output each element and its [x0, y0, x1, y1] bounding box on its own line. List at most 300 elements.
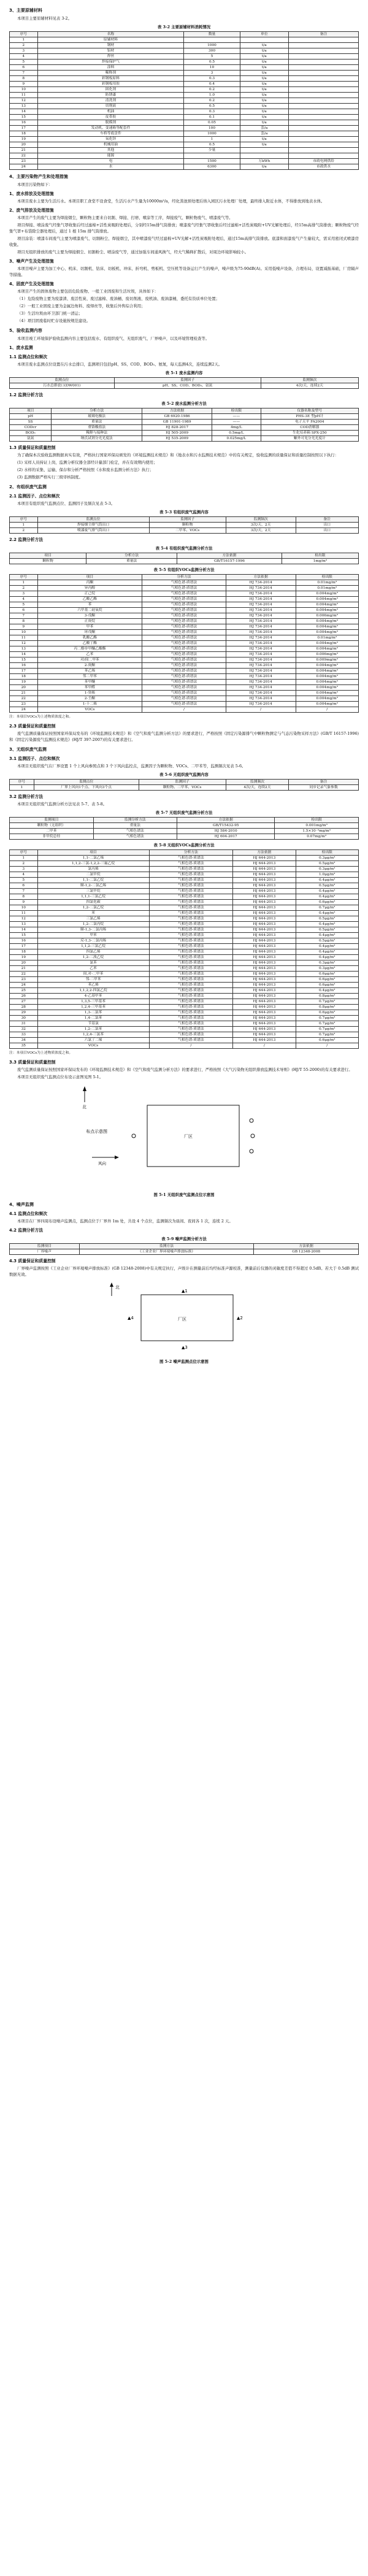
- table-cell: 紫外可见分光光度计: [261, 436, 358, 442]
- noise-point-4: ▲4: [128, 1316, 134, 1321]
- table-cell: 焊接烟尘排气筒出口: [37, 523, 149, 528]
- table-cell: 0.4μg/m³: [296, 988, 358, 994]
- column-header: 监测方法: [79, 1244, 254, 1249]
- table-cell: 21: [10, 691, 38, 696]
- table-cell: 重量法: [86, 559, 177, 564]
- table-cell: 2-壬酮: [37, 696, 142, 702]
- table-cell: 气相色谱-质谱法: [142, 613, 226, 619]
- table-cell: 13: [10, 922, 38, 927]
- table-cell: HJ 644-2013: [233, 1027, 296, 1032]
- table-cell: [289, 65, 359, 71]
- noise-paragraph: 本项目噪声主要为加工中心、机床、切割机、钻床、切板机、冲床、折弯机、剪板机、空压机等设备运行产生的噪声，噪声级为75-90dB(A)。采用低噪声设备，合理布局，设置减振基础，厂房隔声等措施。: [9, 266, 359, 277]
- table-row: [10, 597, 359, 602]
- column-header: 监测分析方法: [93, 818, 177, 823]
- wastewater-qa-item-2: (2) 水样的采集、运输、保存和分析严格按照《水和废水监测分析方法》执行；: [17, 467, 153, 472]
- column-header: 监测频次: [261, 378, 358, 383]
- organized-gas-points-heading: 2.1 监测因子、点位和频次: [9, 494, 60, 499]
- table-cell: HJ 734-2014: [226, 613, 296, 619]
- table-cell: 厂界上风向1个点、下风向3个点: [34, 785, 139, 791]
- table-cell: 0.6μg/m³: [296, 983, 358, 988]
- table-cell: [289, 82, 359, 87]
- table-cell: HJ 644-2013: [233, 1010, 296, 1016]
- table-cell: 25: [10, 988, 38, 994]
- table-cell: 4: [10, 54, 38, 59]
- table-cell: [240, 37, 289, 43]
- noise-methods-table: [9, 1243, 359, 1255]
- table-row: [10, 137, 359, 142]
- table-cell: 气相色谱-质谱法: [149, 972, 233, 977]
- table-header-row: [10, 780, 359, 785]
- table-cell: 0.7μg/m³: [296, 1021, 358, 1027]
- unorganized-gas-points-heading: 3.1 监测因子、点位和频次: [9, 756, 60, 761]
- table-cell: 气相色谱-质谱法: [149, 955, 233, 960]
- table-cell: GB 12348-2008: [254, 1249, 359, 1255]
- unorganized-gas-figure-ref: 本项目无组织废气监测点位布设示意图见图 5-1。: [17, 1075, 104, 1079]
- table-cell: 玻璃电极法: [52, 414, 142, 420]
- table-row: [10, 983, 359, 988]
- table-header-row: [10, 517, 359, 523]
- organized-vocs-note: 注：本项目VOCs为上述物质浓度之和。: [9, 715, 73, 719]
- table-cell: 0.6μg/m³: [296, 900, 358, 905]
- table-cell: 0.4μg/m³: [296, 922, 358, 927]
- table-cell: 2: [10, 528, 38, 534]
- table-cell: 22: [10, 153, 38, 159]
- table-row: [10, 59, 359, 65]
- table-cell: HJ 734-2014: [226, 652, 296, 657]
- table-row: [10, 1010, 359, 1016]
- table-row: [10, 955, 359, 960]
- organized-gas-methods-heading: 2.2 监测分析方法: [9, 537, 44, 542]
- table-row: [10, 164, 359, 170]
- table-cell: 气相色谱-质谱法: [149, 911, 233, 916]
- table-cell: 0.4μg/m³: [296, 889, 358, 894]
- table-cell: 3次/天，2天: [226, 528, 296, 534]
- table-cell: HJ 535-2009: [142, 436, 212, 442]
- table-row: [10, 872, 359, 878]
- table-cell: 气相色谱-质谱法: [142, 624, 226, 630]
- table-cell: 气相色谱-质谱法: [149, 927, 233, 933]
- table-cell: t/a: [240, 164, 289, 170]
- unorganized-gas-qa-paragraph: 废气监测质量保证按照国家环保局发布的《环境监测技术规范》和《空气和废气监测分析方法》的要求进行，严格按照《大气污染物无组织排放监测技术导则》(HJ/T 55-2000)的有关要求进行。: [17, 1067, 353, 1072]
- table-cell: HJ 734-2014: [226, 696, 296, 702]
- table-cell: 1,2,4-三甲基苯: [37, 1005, 149, 1010]
- table-cell: 1,1-二氯乙烷: [37, 878, 149, 883]
- wind-label: 风向: [98, 1161, 106, 1166]
- table-cell: 气相色谱-质谱法: [142, 680, 226, 685]
- table-5-2-caption: 表 5-2 废水监测分析方法: [161, 401, 207, 406]
- table-cell: 21: [10, 148, 38, 153]
- table-cell: 间,对-二甲苯: [37, 972, 149, 977]
- table-5-1-caption: 表 5-1 废水监测内容: [165, 370, 203, 375]
- table-cell: 0.1: [184, 115, 240, 120]
- table-cell: 100: [184, 126, 240, 131]
- table-cell: HJ 644-2013: [233, 878, 296, 883]
- table-cell: 23: [10, 977, 38, 983]
- column-header: 监测点位: [37, 517, 149, 523]
- table-row: [10, 785, 359, 791]
- table-cell: 27: [10, 999, 38, 1005]
- noise-qa-paragraph: 厂界噪声监测按照《工业企业厂界环境噪声排放标准》(GB 12348-2008)中有关规定执行，声级计在测量前后均经标准声源校准，测量前后仪器的灵敏度差值不得超过 0.5dB。若大于 0.5dB 测试数据无效。: [9, 1266, 359, 1277]
- table-cell: GB/T16157-1996: [177, 559, 282, 564]
- table-cell: VOCs: [37, 707, 142, 713]
- table-cell: 对/间二甲苯: [37, 657, 142, 663]
- table-cell: 1,1,2-三氯乙烷: [37, 944, 149, 949]
- unorganized-gas-heading: 3、无组织废气监测: [9, 747, 47, 752]
- table-row: [10, 922, 359, 927]
- table-cell: HJ 644-2013: [233, 856, 296, 861]
- table-cell: [289, 131, 359, 137]
- downwind-point-marker: [250, 1149, 253, 1153]
- table-cell: 0.8μg/m³: [296, 1005, 358, 1010]
- table-cell: 12: [10, 98, 38, 104]
- table-cell: 原辅材料: [37, 37, 184, 43]
- table-cell: 0.001mg/m³: [275, 823, 359, 829]
- table-cell: 1,1,1-三氯乙烷: [37, 894, 149, 900]
- table-5-3-caption: 表 5-3 有组织废气监测内容: [159, 510, 209, 515]
- table-cell: 0.006mg/m³: [296, 652, 358, 657]
- column-header: 监测频次: [226, 517, 296, 523]
- table-cell: 四氯化碳: [37, 900, 149, 905]
- table-cell: 12: [10, 641, 38, 646]
- table-cell: HJ 644-2013: [233, 1038, 296, 1043]
- table-row: [10, 834, 359, 840]
- table-cell: HJ 644-2013: [233, 889, 296, 894]
- column-header: 监测因子: [114, 378, 261, 383]
- table-cell: HJ 734-2014: [226, 630, 296, 635]
- column-header: 项目: [37, 850, 149, 856]
- table-cell: HJ 644-2013: [233, 966, 296, 972]
- table-cell: HJ 644-2013: [233, 988, 296, 994]
- table-cell: 7: [10, 613, 38, 619]
- column-header: 序号: [10, 850, 38, 856]
- table-cell: 28: [10, 1005, 38, 1010]
- table-cell: 16: [10, 663, 38, 669]
- table-row: [10, 383, 359, 389]
- table-cell: 其他: [37, 148, 184, 153]
- table-cell: [289, 153, 359, 159]
- exhaust-heading: 2、废气排放及处理措施: [9, 208, 54, 213]
- table-cell: 重量法: [93, 823, 177, 829]
- table-cell: 同步记录气象参数: [289, 785, 359, 791]
- column-header: 检出限: [282, 553, 358, 559]
- table-cell: 0.5μg/m³: [296, 938, 358, 944]
- table-cell: HJ 644-2013: [233, 894, 296, 900]
- table-cell: 焊接保护气: [37, 59, 184, 65]
- table-row: [10, 1016, 359, 1021]
- column-header: 监测项目: [10, 818, 94, 823]
- table-cell: 二氯甲烷: [37, 872, 149, 878]
- table-cell: 0.3μg/m³: [296, 867, 358, 872]
- table-5-6-caption: 表 5-6 无组织废气监测内容: [159, 772, 209, 777]
- table-cell: 电: [37, 159, 184, 164]
- noise-point-3: ▲3: [182, 1345, 188, 1350]
- solid-waste-item-4: （4）项目固废临时贮存设施按规范建设。: [17, 318, 91, 323]
- table-header-row: [10, 378, 359, 383]
- downwind-point-marker: [250, 1119, 253, 1122]
- table-cell: HJ 644-2013: [233, 911, 296, 916]
- table-cell: [240, 148, 289, 153]
- table-cell: 机油: [37, 109, 184, 115]
- table-row: [10, 944, 359, 949]
- table-cell: 气相色谱-质谱法: [149, 1038, 233, 1043]
- table-cell: [289, 98, 359, 104]
- table-cell: HJ 734-2014: [226, 635, 296, 641]
- table-cell: t/a: [240, 65, 289, 71]
- figure-5-1-svg: [55, 1084, 313, 1188]
- table-cell: 非甲烷总烃: [10, 834, 94, 840]
- table-cell: 电子天平 FA2004: [261, 420, 358, 425]
- unorganized-gas-methods-paragraph: 本项目无组织废气监测分析方法见表 5-7、表 5-8。: [17, 802, 107, 807]
- table-cell: 5: [10, 59, 38, 65]
- exhaust-paragraph-4: 项目无组织排放的废气主要为焊接烟尘、切割粉尘、喷涂废气等，通过加强车间通风换气，经大气稀释扩散后，对周边环境影响较小。: [17, 250, 249, 255]
- column-header: 监测因子: [139, 780, 226, 785]
- table-cell: t/a: [240, 142, 289, 148]
- table-cell: [289, 71, 359, 76]
- table-row: [10, 630, 359, 635]
- table-cell: 0.006mg/m³: [296, 613, 358, 619]
- figure-5-2-svg: [55, 1281, 313, 1355]
- north-label: 北: [115, 1285, 120, 1290]
- table-cell: HJ 734-2014: [226, 680, 296, 685]
- table-cell: 邻-二甲苯: [37, 977, 149, 983]
- table-cell: 焊丝: [37, 54, 184, 59]
- table-row: [10, 1249, 359, 1255]
- table-cell: 气相色谱-质谱法: [149, 1005, 233, 1010]
- table-cell: 乙酸乙酯: [37, 597, 142, 602]
- table-cell: 0.4μg/m³: [296, 944, 358, 949]
- table-cell: 气相色谱-质谱法: [142, 641, 226, 646]
- table-cell: HJ 734-2014: [226, 619, 296, 624]
- table-row: [10, 696, 359, 702]
- table-cell: HJ 828-2017: [142, 425, 212, 431]
- table-cell: 0.004mg/m³: [296, 608, 358, 613]
- table-cell: 顺-1,2-二氯乙烯: [37, 883, 149, 889]
- solid-waste-item-3: （3）生活垃圾由环卫部门统一清运；: [17, 311, 83, 316]
- table-cell: 气相色谱-质谱法: [149, 1027, 233, 1032]
- table-cell: 气相色谱-质谱法: [142, 646, 226, 652]
- table-cell: t/a: [240, 109, 289, 115]
- table-cell: 0.2: [184, 98, 240, 104]
- table-cell: 0.5μg/m³: [296, 927, 358, 933]
- table-cell: t/a: [240, 93, 289, 98]
- table-cell: 市政电网供给: [289, 159, 359, 164]
- table-cell: 2: [10, 43, 38, 48]
- table-cell: 气相色谱法: [93, 834, 177, 840]
- table-row: [10, 71, 359, 76]
- column-header: 监测频次: [226, 780, 288, 785]
- wastewater-heading: 1、废水排放及处理措施: [9, 191, 54, 196]
- table-row: [10, 663, 359, 669]
- table-cell: HJ 644-2013: [233, 944, 296, 949]
- table-cell: 3: [10, 591, 38, 597]
- table-cell: pH、SS、COD、BOD₅、氨氮: [114, 383, 261, 389]
- table-cell: 1,2-二氯丙烷: [37, 922, 149, 927]
- table-cell: 0.004mg/m³: [296, 685, 358, 691]
- table-cell: HJ 734-2014: [226, 580, 296, 586]
- table-cell: 0.004mg/m³: [296, 646, 358, 652]
- table-cell: HJ 734-2014: [226, 657, 296, 663]
- table-cell: 20: [10, 960, 38, 966]
- table-cell: 万kWh: [240, 159, 289, 164]
- table-cell: 《工业企业厂界环境噪声排放标准》: [79, 1249, 254, 1255]
- table-cell: HJ 644-2013: [233, 1016, 296, 1021]
- table-cell: 31: [10, 1021, 38, 1027]
- table-cell: 0.01mg/m³: [296, 586, 358, 591]
- table-row: [10, 652, 359, 657]
- table-row: [10, 65, 359, 71]
- table-row: [10, 54, 359, 59]
- table-cell: 颗粒物: [10, 559, 86, 564]
- table-cell: 环戊酮: [37, 630, 142, 635]
- table-cell: 1500: [184, 159, 240, 164]
- table-cell: /: [149, 1043, 233, 1049]
- table-cell: 0.3: [184, 109, 240, 115]
- north-label: 北: [82, 1105, 86, 1110]
- table-cell: 5: [10, 878, 38, 883]
- table-cell: 19: [10, 955, 38, 960]
- table-cell: 0.004mg/m³: [296, 674, 358, 680]
- table-cell: 甲苯: [37, 624, 142, 630]
- table-cell: 丙二醇单甲醚乙酸酯: [37, 646, 142, 652]
- table-cell: 0.3: [184, 76, 240, 82]
- solid-waste-heading: 4、固废产生及处理措施: [9, 282, 54, 286]
- table-row: [10, 933, 359, 938]
- table-cell: 33: [10, 1032, 38, 1038]
- table-cell: 0.004mg/m³: [296, 680, 358, 685]
- table-row: [10, 691, 359, 696]
- table-cell: HJ 644-2013: [233, 972, 296, 977]
- table-cell: 0.3μg/m³: [296, 960, 358, 966]
- table-row: [10, 37, 359, 43]
- noise-monitoring-heading: 4、噪声监测: [9, 1202, 34, 1207]
- table-cell: 4: [10, 872, 38, 878]
- table-cell: 1000: [184, 131, 240, 137]
- table-cell: HJ 644-2013: [233, 883, 296, 889]
- figure-5-2-diagram: [55, 1281, 313, 1355]
- table-row: [10, 93, 359, 98]
- table-cell: 1,3,5-三甲基苯: [37, 999, 149, 1005]
- table-cell: 发动机、变速箱等配套件: [37, 126, 184, 131]
- table-cell: HJ 604-2017: [177, 834, 275, 840]
- column-header: 项目: [10, 553, 86, 559]
- table-cell: 0.4μg/m³: [296, 933, 358, 938]
- table-cell: 21: [10, 966, 38, 972]
- unorganized-vocs-methods-table: [9, 849, 359, 1049]
- table-cell: HJ 644-2013: [233, 999, 296, 1005]
- table-row: [10, 148, 359, 153]
- table-cell: 氨氮: [10, 436, 52, 442]
- table-cell: 3: [10, 48, 38, 54]
- column-header: 方法依据: [226, 575, 296, 580]
- table-cell: 1: [184, 137, 240, 142]
- table-cell: 0.4μg/m³: [296, 911, 358, 916]
- table-cell: 22: [10, 696, 38, 702]
- table-cell: 气相色谱-质谱法: [149, 872, 233, 878]
- table-cell: COD消解器: [261, 425, 358, 431]
- table-cell: 0.6μg/m³: [296, 977, 358, 983]
- table-cell: 1: [10, 523, 38, 528]
- table-row: [10, 528, 359, 534]
- table-row: [10, 669, 359, 674]
- table-cell: t/a: [240, 104, 289, 109]
- table-cell: VOCs: [37, 1043, 149, 1049]
- table-header-row: [10, 1244, 359, 1249]
- table-row: [10, 927, 359, 933]
- table-row: [10, 894, 359, 900]
- table-5-8-caption: 表 5-8 无组织VOCs监测分析方法: [153, 843, 215, 848]
- table-cell: t/a: [240, 76, 289, 82]
- table-cell: 气相色谱-质谱法: [149, 949, 233, 955]
- table-cell: 气相色谱-质谱法: [149, 883, 233, 889]
- wastewater-paragraph: 本项目废水主要为生活污水。本项目职工食堂不设食堂，生活污水产生量为10000m³/a，经化粪池预处理后纳入园区污水处理厂处理，最终排入附近水体，不得排放到地表水体。: [17, 199, 325, 204]
- table-row: [10, 624, 359, 630]
- table-cell: t/a: [240, 87, 289, 93]
- table-cell: 气相色谱-质谱法: [142, 691, 226, 696]
- column-header: 分析方法: [149, 850, 233, 856]
- table-cell: [289, 93, 359, 98]
- table-cell: 苯乙烯: [37, 669, 142, 674]
- table-cell: 1,1-二氯乙烯: [37, 856, 149, 861]
- table-row: [10, 523, 359, 528]
- table-cell: [289, 76, 359, 82]
- table-cell: BOD₅: [10, 431, 52, 436]
- table-cell: 300: [184, 48, 240, 54]
- table-cell: 1-癸烯: [37, 691, 142, 696]
- table-cell: 35: [10, 1043, 38, 1049]
- table-cell: [289, 54, 359, 59]
- column-header: 方法依据: [142, 408, 212, 414]
- table-row: [10, 977, 359, 983]
- table-header-row: [10, 575, 359, 580]
- wastewater-methods-heading: 1.2 监测分析方法: [9, 393, 44, 397]
- table-5-7-caption: 表 5-7 无组织废气监测分析方法: [155, 810, 213, 815]
- column-header: 备注: [296, 517, 358, 523]
- table-cell: 气相色谱-质谱法: [149, 916, 233, 922]
- table-row: [10, 104, 359, 109]
- table-cell: /: [233, 1043, 296, 1049]
- table-cell: 0.01mg/m³: [296, 635, 358, 641]
- table-cell: 气相色谱-质谱法: [149, 944, 233, 949]
- table-5-5-caption: 表 5-5 有组织VOCs监测分析方法: [153, 567, 215, 572]
- table-cell: CODcr: [10, 425, 52, 431]
- column-header: 项目: [10, 408, 52, 414]
- table-row: [10, 829, 359, 834]
- table-row: [10, 48, 359, 54]
- table-cell: [184, 37, 240, 43]
- table-cell: 气相色谱-质谱法: [149, 983, 233, 988]
- table-cell: 0.025mg/L: [212, 436, 261, 442]
- unorganized-gas-methods-table: [9, 817, 359, 840]
- north-arrow-icon: [110, 1282, 120, 1296]
- section-raw-materials-heading: 3、主要原辅材料: [9, 8, 42, 13]
- table-cell: 气相色谱-质谱法: [149, 861, 233, 867]
- table-cell: 气相色谱-质谱法: [149, 922, 233, 927]
- table-row: [10, 431, 359, 436]
- table-cell: [289, 137, 359, 142]
- table-cell: GB 11901-1989: [142, 420, 212, 425]
- table-row: [10, 641, 359, 646]
- table-cell: SS: [10, 420, 52, 425]
- table-cell: 0.4μg/m³: [296, 878, 358, 883]
- wastewater-qa-heading: 1.3 质量保证和质量控制: [9, 445, 56, 450]
- table-cell: HJ 644-2013: [233, 916, 296, 922]
- table-cell: t/a: [240, 48, 289, 54]
- downwind-point-marker: [251, 1134, 255, 1138]
- table-cell: 30: [10, 1016, 38, 1021]
- table-cell: 气相色谱-质谱法: [149, 1016, 233, 1021]
- table-header-row: [10, 818, 359, 823]
- wastewater-qa-item-1: (1) 采样人员持证上岗，监测分析仪器全部经计量部门检定，并在有效期内使用；: [17, 460, 158, 465]
